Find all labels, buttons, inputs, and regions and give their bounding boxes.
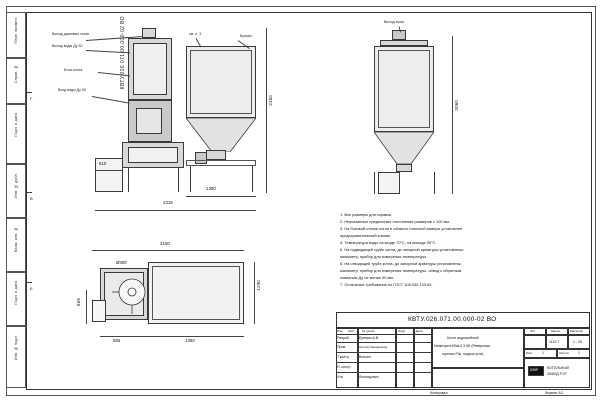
left-col-label-1: Перв. примен.: [14, 17, 18, 44]
tb-product-line-3: горелка РШ, подача угля): [442, 352, 484, 356]
left-col-cell-7: [6, 326, 26, 388]
company-line-2: ЗАВОД Р.ЭТ: [547, 372, 567, 376]
note-7: 7. Остальные требования по ГОСТ 108.030.133-84.: [340, 282, 433, 287]
top-dia-300: Ø300: [116, 260, 127, 265]
front-support-right: [178, 168, 179, 192]
tb-role-2: Пров.: [337, 345, 347, 349]
tb-mass-value: 1119.7: [549, 340, 560, 344]
callout-flue-gas-outlet: Выход дымовых газов: [52, 32, 89, 36]
front-base-inner: [128, 147, 178, 163]
tb-name-5: Леонидович: [359, 375, 379, 379]
callout-water-outlet: Выход воды Ду 50: [52, 44, 83, 48]
note-1: 1. Все размеры для справок.: [340, 212, 393, 217]
left-col-cell-2: [6, 58, 26, 104]
tb-sheets-label: Листов: [559, 351, 569, 355]
note-3a: 3. На боковой стенке котла в области топочной камеры установлен: [340, 226, 463, 231]
left-col-label-3: Подп. и дата: [14, 113, 18, 137]
callout-water-inlet: Вход воды Ду 50: [58, 88, 86, 92]
top-dim-3100: 3100: [160, 241, 170, 246]
tb-col-label-podp: Подп.: [398, 329, 406, 333]
front-bunker-hopper: [186, 118, 256, 152]
tb-col-label-list: Лист: [348, 329, 355, 333]
top-dim-865h-line: [100, 336, 148, 337]
front-flue-outlet: [142, 28, 156, 38]
zone-tick-1: [26, 92, 32, 93]
zone-tick-2: [26, 192, 32, 193]
left-col-label-7: Инв. № подл.: [14, 335, 18, 360]
tb-name-1: Еремин А.В.: [359, 336, 380, 340]
callout-boiler-block: Блок котла: [64, 68, 83, 72]
tb-sheet-label: Лист: [526, 351, 533, 355]
left-col-cell-5: [6, 218, 26, 272]
left-col-cell-3: [6, 104, 26, 164]
callout-see-note-3: см. п. 3: [189, 32, 202, 36]
zone-mark-g: Г: [30, 96, 33, 101]
front-dim-1390-line: [186, 196, 256, 197]
side-support-left: [374, 172, 375, 194]
front-support-b-left: [190, 166, 191, 192]
tb-role-4: Н. контр.: [337, 365, 352, 369]
left-col-cell-1: [6, 12, 26, 58]
top-dim-865-line: [86, 290, 87, 324]
left-col-cell-6: [6, 272, 26, 326]
tb-role-5: Утв.: [337, 375, 344, 379]
front-screw-outlet: [206, 150, 226, 160]
left-col-label-5: Взам. инв. №: [14, 227, 18, 252]
front-dim-height-line: [266, 28, 267, 193]
top-dim-3100-line: [92, 250, 244, 251]
front-bunker-inner: [190, 50, 252, 114]
left-col-label-2: Справ. №: [14, 65, 18, 84]
note-2: 2. Неуказанные предельные отклонения размеров ± 100 мм.: [340, 219, 451, 224]
tb-product-line-1: Котел водогрейный: [447, 336, 479, 340]
side-support-right: [434, 172, 435, 194]
left-col-label-4: Инв. № дубл.: [14, 173, 18, 198]
side-dim-2060: 2060: [454, 100, 459, 111]
side-ash-bin: [378, 172, 400, 194]
note-5a: 5. На подводящей трубе котла, до запорной арматуры установлены:: [340, 247, 465, 252]
side-body-inner: [378, 50, 430, 128]
front-support-left: [128, 168, 129, 192]
top-dim-1290-line: [254, 262, 255, 324]
tb-sheets-value: 1: [578, 351, 580, 355]
side-dim-line: [452, 36, 453, 194]
front-dim-2315-line: [95, 210, 256, 211]
tb-col-sign: [396, 328, 414, 388]
callout-bunker: Бункер: [240, 34, 252, 38]
tb-lit-value-cell: [524, 335, 546, 349]
front-bunker-base: [186, 160, 256, 166]
front-support-b-right: [252, 166, 253, 192]
front-dim-510-line: [95, 170, 123, 171]
tb-role-3: Т.контр.: [337, 355, 350, 359]
top-dim-865-h: 865: [113, 338, 121, 343]
side-hopper: [374, 132, 434, 164]
front-dim-2315: 2315: [163, 200, 173, 205]
top-dim-865-v: 865: [76, 298, 81, 306]
tb-rowline-3: [336, 362, 432, 363]
front-dim-2350: 2350: [268, 95, 273, 106]
tb-product-line-2: Heatexpert-КВм-0,3 КБ (Реверсная: [434, 344, 490, 348]
tb-product-name: [432, 328, 524, 368]
note-5b: манометр, прибор для измерения температуры.: [340, 254, 428, 259]
zone-mark-b: Б: [30, 286, 33, 291]
note-3b: предохранительный клапан.: [340, 233, 392, 238]
tb-name-2: Орлов(-Зарядников): [359, 345, 388, 349]
company-logo-text: КЗКР: [530, 368, 539, 372]
note-4: 4. Температура воды на входе 70°С, на выходе 95°С.: [340, 240, 437, 245]
note-6b: манометр, прибор для измерения температуры, обвод с обратным: [340, 268, 462, 273]
tb-col-label-doc: № докум.: [362, 329, 376, 333]
tb-sheet-value: 1: [542, 351, 544, 355]
tb-col-label-data: Дата: [416, 329, 423, 333]
top-dim-1290: 1290: [256, 280, 261, 291]
top-fan-symbol: [112, 272, 152, 316]
left-col-label-6: Подп. и дата: [14, 281, 18, 305]
left-col-cell-4: [6, 164, 26, 218]
tb-scale-label: Масштаб: [570, 329, 583, 333]
title-block-drawing-code: КВТУ.026.071.00.000-02 ВО: [408, 316, 497, 323]
tb-lit-label: Лит.: [530, 329, 536, 333]
tb-scale-value: 1 : 25: [573, 340, 582, 344]
front-dim-510: 510: [99, 161, 107, 166]
tb-col-date: [414, 328, 432, 388]
callout-ash-outlet: Выход золы: [384, 20, 404, 24]
tb-mass-label: Масса: [551, 329, 560, 333]
top-dim-1390: 1390: [185, 338, 195, 343]
tb-role-1: Разраб.: [337, 336, 350, 340]
tb-product-lower: [432, 368, 524, 388]
note-6c: клапаном Ду не менее 50 мм.: [340, 275, 394, 280]
tb-name-3: Вонкин: [359, 355, 371, 359]
front-dim-1390: 1390: [206, 186, 216, 191]
front-burner-block: [136, 108, 162, 134]
zone-mark-v: В: [30, 196, 33, 201]
format-label: Формат A3: [545, 391, 563, 395]
tb-col-label-izm: Изм.: [337, 329, 344, 333]
drawing-number-top: КВТУ.026.071.00.000-02 ВО: [120, 16, 126, 90]
company-line-1: КОТЕЛЬНЫЙ: [547, 366, 569, 370]
zone-tick-3: [26, 282, 32, 283]
tb-rowline-2: [336, 352, 432, 353]
side-ash-outlet: [396, 164, 412, 172]
note-6a: 6. На отводящей трубе котла, до запорной арматуры установлены:: [340, 261, 462, 266]
tb-rowline-1: [336, 342, 432, 343]
front-boiler-inner: [133, 43, 167, 95]
tb-rowline-4: [336, 372, 432, 373]
copy-label: Копировал: [430, 391, 448, 395]
top-dim-1390-line: [148, 336, 244, 337]
top-bunker-plan-inner: [152, 266, 240, 320]
top-aux-plan: [92, 300, 106, 322]
